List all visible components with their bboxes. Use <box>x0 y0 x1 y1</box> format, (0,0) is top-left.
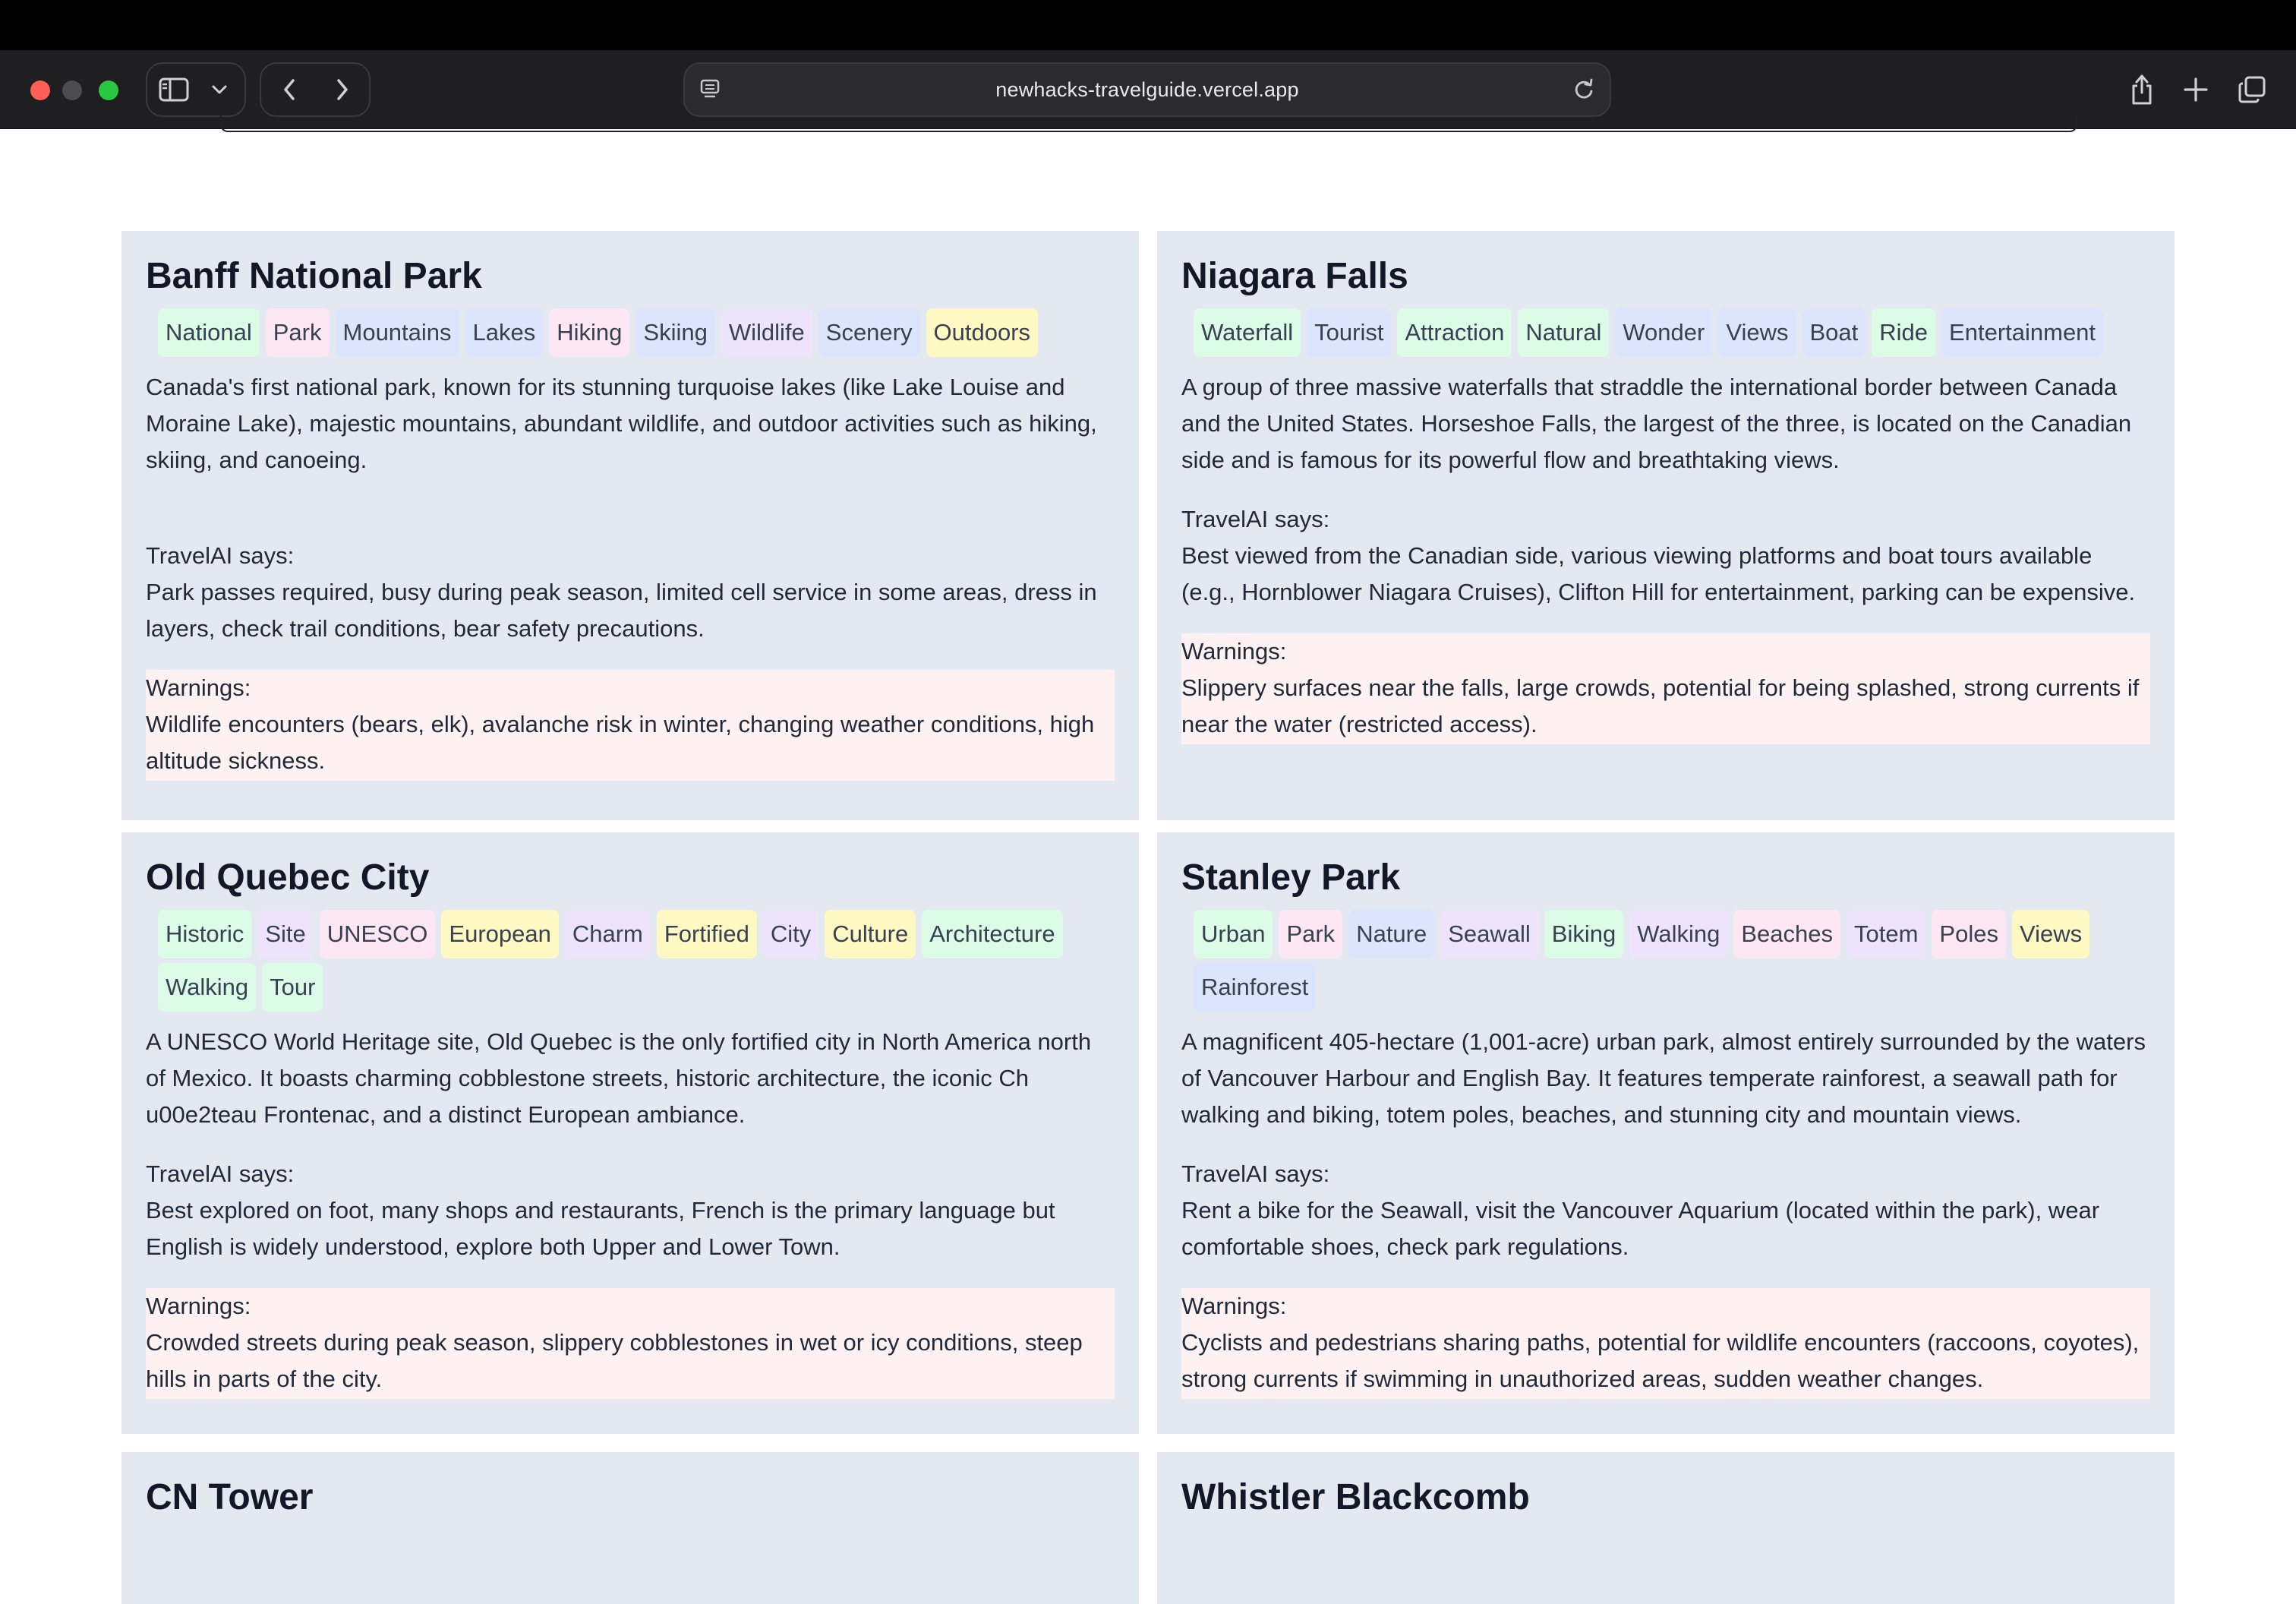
tag: Beaches <box>1733 910 1840 958</box>
tag: Scenery <box>818 308 920 357</box>
reload-icon[interactable] <box>1572 77 1596 102</box>
tag: Totem <box>1847 910 1925 958</box>
tag: Views <box>2012 910 2089 958</box>
card-title: Banff National Park <box>146 256 482 296</box>
minimize-window-button[interactable] <box>62 81 82 100</box>
warning-label: Warnings: <box>1181 1293 1287 1319</box>
share-icon[interactable] <box>2129 73 2155 106</box>
advice-label: TravelAI says: <box>1181 506 1330 532</box>
travelai-advice <box>1181 501 2150 611</box>
tag: Walking <box>158 963 256 1012</box>
advice-text: Park passes required, busy during peak season, limited cell service in some areas, dress in layers, check trail conditions, bear safety precautions. <box>146 579 1097 642</box>
tag: Tourist <box>1307 308 1391 357</box>
tab-overview-icon[interactable] <box>2237 74 2267 105</box>
tag: Historic <box>158 910 251 958</box>
warning-label: Warnings: <box>1181 638 1287 665</box>
tag: Nature <box>1348 910 1434 958</box>
card-title: Niagara Falls <box>1181 256 1408 296</box>
tag: Park <box>1279 910 1342 958</box>
card-title: CN Tower <box>146 1477 314 1517</box>
back-button[interactable] <box>264 64 314 115</box>
tag: Poles <box>1932 910 2006 958</box>
warning-box <box>146 1288 1115 1399</box>
tag: Boat <box>1802 308 1866 357</box>
tag: Hiking <box>549 308 629 357</box>
tag: Park <box>266 308 330 357</box>
search-box-edge <box>220 114 2077 132</box>
tag: Urban <box>1194 910 1273 958</box>
advice-text: Rent a bike for the Seawall, visit the Vancouver Aquarium (located within the park), wear comfortable shoes, check park regulations. <box>1181 1197 2100 1260</box>
tag: Walking <box>1629 910 1727 958</box>
tag-list <box>1181 910 2150 1012</box>
tag: Rainforest <box>1194 963 1316 1012</box>
card-title: Stanley Park <box>1181 857 1401 898</box>
advice-text: Best viewed from the Canadian side, various viewing platforms and boat tours available (e.g., Hornblower Niagara Cruises), Clifton Hill for entertainment, parking can be expensive. <box>1181 542 2136 605</box>
zoom-window-button[interactable] <box>99 81 118 100</box>
tag: European <box>441 910 558 958</box>
sidebar-toggle-group <box>146 62 246 117</box>
tag-list <box>146 308 1115 357</box>
menu-bar-strip <box>0 0 2296 50</box>
warning-label: Warnings: <box>146 674 251 701</box>
advice-label: TravelAI says: <box>146 542 295 569</box>
warning-box <box>146 670 1115 781</box>
card-title: Whistler Blackcomb <box>1181 1477 1530 1517</box>
tag: Views <box>1718 308 1796 357</box>
chevron-left-icon <box>282 77 297 102</box>
warning-box <box>1181 1288 2150 1399</box>
destination-card <box>1157 231 2175 820</box>
url-text: newhacks-travelguide.vercel.app <box>995 77 1299 101</box>
travelai-advice <box>146 538 1115 647</box>
tag: Attraction <box>1397 308 1512 357</box>
sidebar-toggle-button[interactable] <box>149 64 199 115</box>
tag: Waterfall <box>1194 308 1301 357</box>
new-tab-icon[interactable] <box>2182 76 2209 103</box>
destination-card <box>1157 832 2175 1434</box>
tag: Architecture <box>922 910 1062 958</box>
tag: Seawall <box>1440 910 1538 958</box>
travelai-advice <box>146 1156 1115 1265</box>
destination-card <box>121 231 1139 820</box>
tag: Ride <box>1872 308 1935 357</box>
sidebar-menu-button[interactable] <box>194 64 244 115</box>
tag: Fortified <box>657 910 757 958</box>
sidebar-icon <box>159 77 189 102</box>
warning-text: Crowded streets during peak season, slippery cobblestones in wet or icy conditions, steep hills in parts of the city. <box>146 1329 1083 1392</box>
chevron-down-icon <box>211 84 228 95</box>
chevron-right-icon <box>335 77 350 102</box>
advice-label: TravelAI says: <box>146 1160 295 1187</box>
tag: Natural <box>1518 308 1609 357</box>
navigation-group <box>260 62 371 117</box>
destination-card <box>1157 1452 2175 1604</box>
tag: Mountains <box>336 308 459 357</box>
tag: Site <box>257 910 313 958</box>
tag: Lakes <box>465 308 544 357</box>
tag: Culture <box>825 910 916 958</box>
tag: Wildlife <box>721 308 812 357</box>
warning-label: Warnings: <box>146 1293 251 1319</box>
tag-list <box>1181 308 2150 357</box>
tag-list <box>146 910 1115 1012</box>
warning-text: Slippery surfaces near the falls, large crowds, potential for being splashed, strong currents if near the water (restricted access). <box>1181 674 2140 737</box>
tag: Wonder <box>1615 308 1712 357</box>
tag: UNESCO <box>320 910 436 958</box>
destination-card <box>121 832 1139 1434</box>
card-description: A UNESCO World Heritage site, Old Quebec is the only fortified city in North America north of Mexico. It boasts charming cobblestone streets, historic architecture, the iconic Ch u00e2teau Frontenac, and a distinct European ambiance. <box>146 1028 1092 1128</box>
page-content <box>0 129 2296 1517</box>
warning-text: Wildlife encounters (bears, elk), avalanche risk in winter, changing weather conditions, high altitude sickness. <box>146 711 1095 774</box>
warning-box <box>1181 633 2150 744</box>
close-window-button[interactable] <box>30 81 50 100</box>
tag: Outdoors <box>926 308 1039 357</box>
card-description: A magnificent 405-hectare (1,001-acre) urban park, almost entirely surrounded by the waters of Vancouver Harbour and English Bay. It features temperate rainforest, a seawall path for walking and biking, totem poles, beaches, and stunning city and mountain views. <box>1181 1028 2146 1128</box>
destination-card <box>121 1452 1139 1604</box>
warning-text: Cyclists and pedestrians sharing paths, potential for wildlife encounters (raccoons, coyotes), strong currents if swimming in unauthorized areas, sudden weather changes. <box>1181 1329 2140 1392</box>
advice-text: Best explored on foot, many shops and restaurants, French is the primary language but English is widely understood, explore both Upper and Lower Town. <box>146 1197 1055 1260</box>
tag: Tour <box>262 963 323 1012</box>
forward-button[interactable] <box>317 64 367 115</box>
card-title: Old Quebec City <box>146 857 430 898</box>
address-bar[interactable] <box>683 62 1611 117</box>
tag: Biking <box>1544 910 1623 958</box>
travelai-advice <box>1181 1156 2150 1265</box>
tag: National <box>158 308 260 357</box>
advice-label: TravelAI says: <box>1181 1160 1330 1187</box>
tag: Entertainment <box>1941 308 2103 357</box>
card-description: A group of three massive waterfalls that straddle the international border between Canada and the United States. Horseshoe Falls, the largest of the three, is located on the Canadian side and is famous for its powerful flow and breathtaking views. <box>1181 374 2132 473</box>
tag: Charm <box>565 910 651 958</box>
tag: Skiing <box>636 308 714 357</box>
tag: City <box>763 910 818 958</box>
card-description: Canada's first national park, known for its stunning turquoise lakes (like Lake Louise and Moraine Lake), majestic mountains, abundant wildlife, and outdoor activities such as hiking, skiing, and canoeing. <box>146 374 1097 473</box>
